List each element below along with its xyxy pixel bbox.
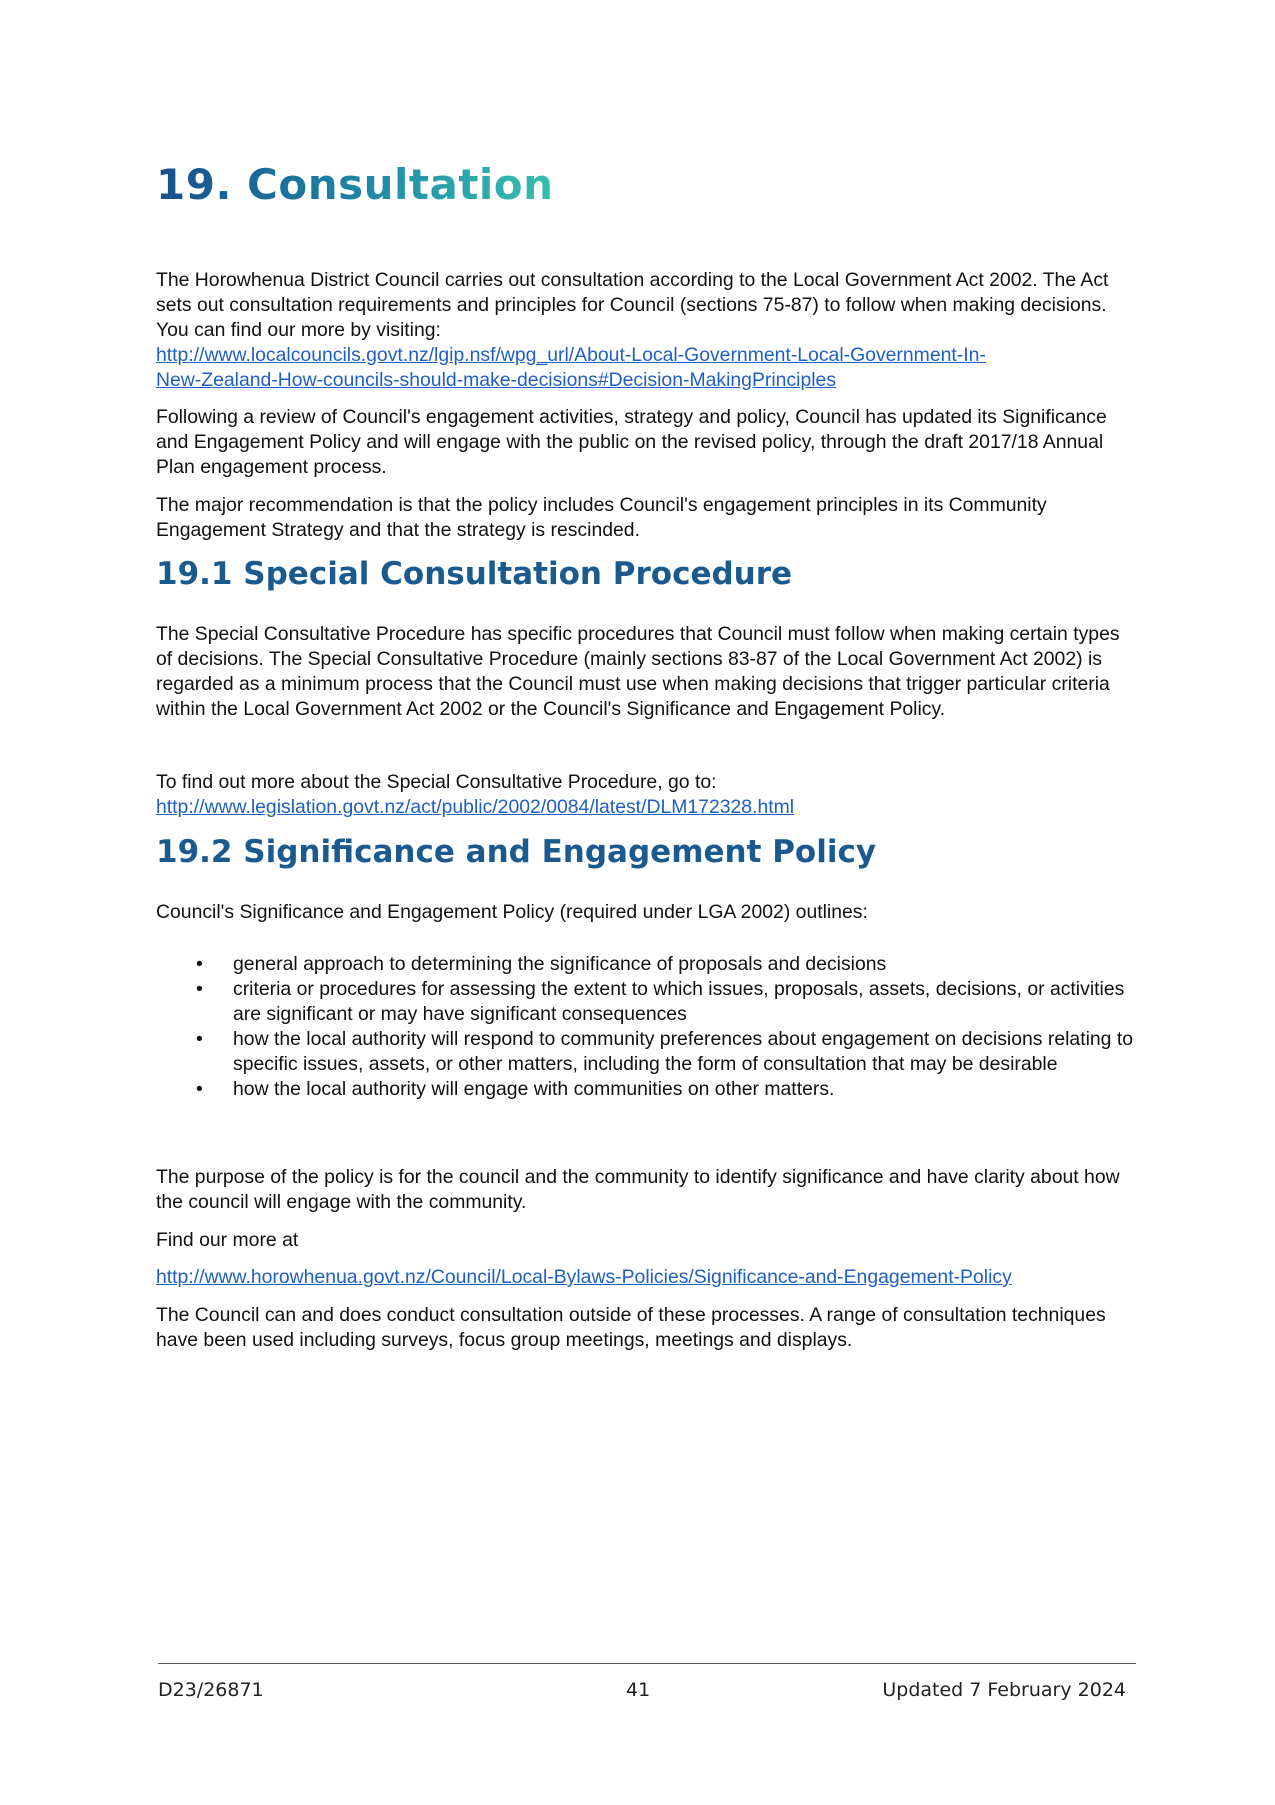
section-2-text-2: The purpose of the policy is for the council and the community to identify significance and have clarity about how the council will engage with the community. <box>156 1166 1120 1213</box>
intro-text-2: Following a review of Council's engagement activities, strategy and policy, Council has updated its Significance and Engagement Policy and will engage with the public on the revised policy, through the draft 2017/18 Annual Plan engagement process. <box>156 406 1107 478</box>
section-2-paragraph-4 <box>156 1303 1136 1353</box>
bullet-icon: • <box>196 978 203 1000</box>
section-2-paragraph-3 <box>156 1228 1136 1253</box>
intro-text-3: The major recommendation is that the policy includes Council's engagement principles in its Community Engagement Strategy and that the strategy is rescinded. <box>156 494 1047 541</box>
bullet-icon: • <box>196 953 203 975</box>
section-1-paragraph-1 <box>156 622 1136 722</box>
legislation-link[interactable]: http://www.legislation.govt.nz/act/public/2002/0084/latest/DLM172328.html <box>156 796 795 818</box>
section-2-paragraph-2 <box>156 1165 1136 1215</box>
section-1-heading: 19.1 Special Consultation Procedure <box>156 556 793 592</box>
list-item: • general approach to determining the significance of proposals and decisions <box>196 953 887 975</box>
section-1-text-2: To find out more about the Special Consultative Procedure, go to: <box>156 771 717 793</box>
section-2-link-paragraph <box>156 1265 1136 1290</box>
list-item: • how the local authority will respond to community preferences about engagement on decisions relating to specific issues, assets, or other matters, including the form of consultation that may be desirable <box>196 1028 1134 1075</box>
page-title: 19. Consultation <box>156 160 554 209</box>
bullet-icon: • <box>196 1078 203 1100</box>
section-1-text: The Special Consultative Procedure has specific procedures that Council must follow when making certain types of decisions. The Special Consultative Procedure (mainly sections 83-87 of the Local Government Act 2002) is regarded as a minimum process that the Council must use when making decisions that trigger particular criteria within the Local Government Act 2002 or the Council's Significance and Engagement Policy. <box>156 623 1120 720</box>
intro-paragraph-1 <box>156 268 1136 393</box>
section-2-heading: 19.2 Significance and Engagement Policy <box>156 834 877 870</box>
local-councils-link-line-2[interactable]: New-Zealand-How-councils-should-make-decisions#Decision-MakingPrinciples <box>156 369 837 391</box>
section-1-paragraph-2 <box>156 770 1136 820</box>
policy-outline-list <box>156 952 1136 1102</box>
footer-divider <box>158 1663 1136 1664</box>
footer-page-number: 41 <box>626 1679 651 1701</box>
section-2-intro-text: Council's Significance and Engagement Policy (required under LGA 2002) outlines: <box>156 901 868 923</box>
section-2-text-3: Find our more at <box>156 1229 299 1251</box>
section-2-text-4: The Council can and does conduct consultation outside of these processes. A range of consultation techniques have been used including surveys, focus group meetings, meetings and displays. <box>156 1304 1106 1351</box>
bullet-icon: • <box>196 1028 203 1050</box>
footer-doc-id: D23/26871 <box>158 1679 264 1701</box>
intro-text: The Horowhenua District Council carries out consultation according to the Local Government Act 2002. The Act sets out consultation requirements and principles for Council (sections 75-87) to follow when making decisions. You can find our more by visiting: <box>156 269 1109 341</box>
significance-policy-link[interactable]: http://www.horowhenua.govt.nz/Council/Local-Bylaws-Policies/Significance-and-Engagement-Policy <box>156 1266 1012 1288</box>
local-councils-link-line-1[interactable]: http://www.localcouncils.govt.nz/lgip.nsf/wpg_url/About-Local-Government-Local-Government-In- <box>156 344 986 366</box>
intro-paragraph-3 <box>156 493 1136 543</box>
intro-paragraph-2 <box>156 405 1136 480</box>
list-item: • criteria or procedures for assessing the extent to which issues, proposals, assets, decisions, or activities are significant or may have significant consequences <box>196 978 1125 1025</box>
footer-updated-date: Updated 7 February 2024 <box>882 1679 1126 1701</box>
list-item: • how the local authority will engage with communities on other matters. <box>196 1078 835 1100</box>
section-2-paragraph-1 <box>156 900 1136 925</box>
